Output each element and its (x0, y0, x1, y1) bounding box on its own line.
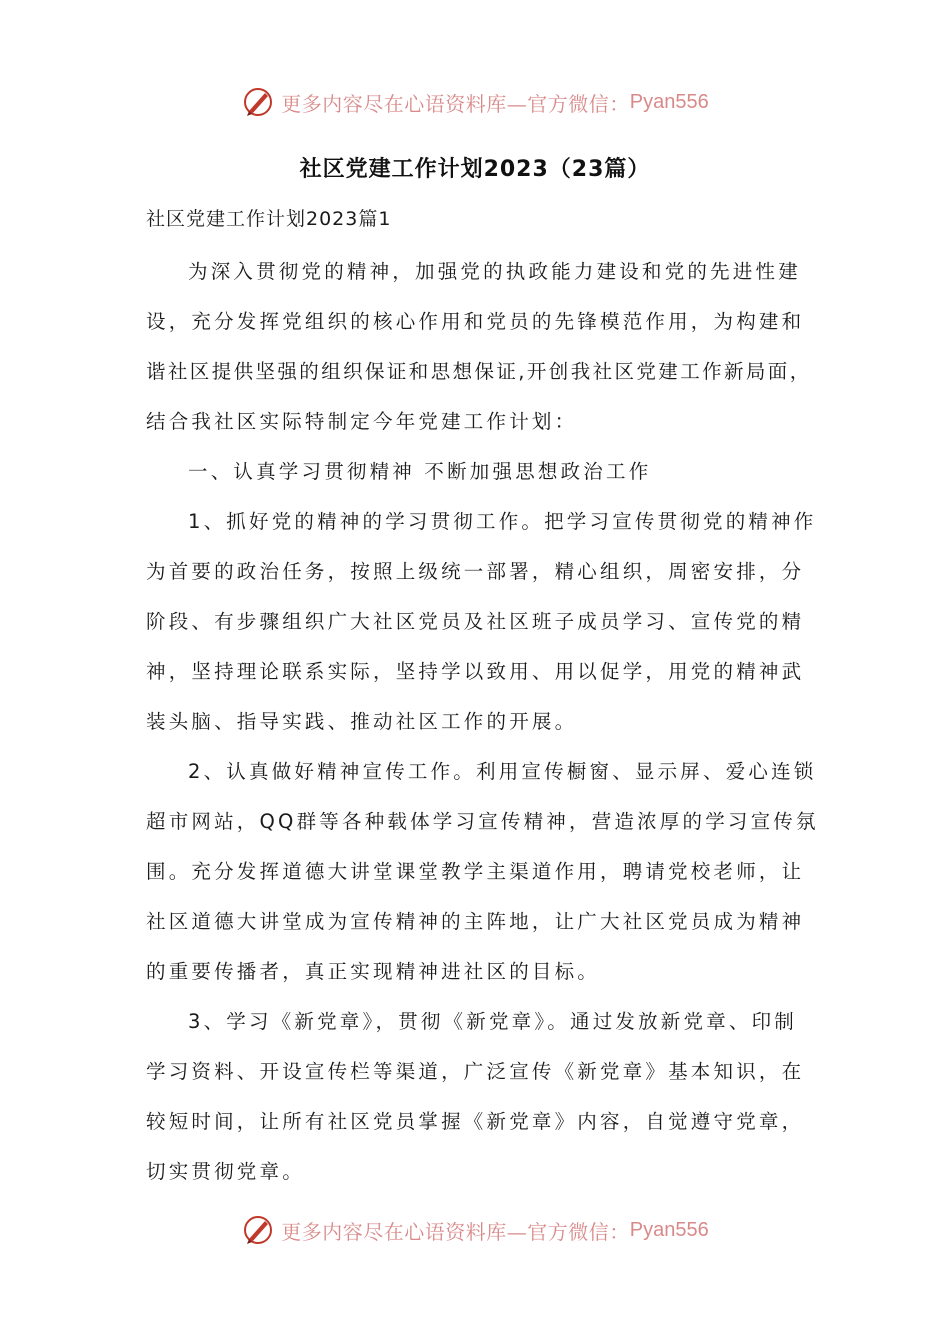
paragraph-line: 围。充分发挥道德大讲堂课堂教学主渠道作用，聘请党校老师，让 (146, 860, 805, 883)
footer-watermark-banner (0, 1210, 950, 1250)
paragraph-line: 1、抓好党的精神的学习贯彻工作。把学习宣传贯彻党的精神作 (188, 510, 817, 533)
paragraph-line: 为首要的政治任务，按照上级统一部署，精心组织，周密安排，分 (146, 560, 805, 583)
header-watermark-banner (0, 82, 950, 122)
paragraph-line: 学习资料、开设宣传栏等渠道，广泛宣传《新党章》基本知识，在 (146, 1060, 805, 1083)
document-title: 社区党建工作计划2023（23篇） (299, 157, 651, 182)
paragraph-line: 装头脑、指导实践、推动社区工作的开展。 (146, 710, 578, 733)
watermark-wechat-id: Pyan556 (629, 1218, 709, 1241)
pen-logo-icon (241, 1213, 275, 1247)
paragraph-line: 神，坚持理论联系实际，坚持学以致用、用以促学，用党的精神武 (146, 660, 805, 683)
paragraph-line: 2、认真做好精神宣传工作。利用宣传橱窗、显示屏、爱心连锁 (188, 760, 817, 783)
paragraph-line: 的重要传播者，真正实现精神进社区的目标。 (146, 960, 601, 983)
paragraph-line: 为深入贯彻党的精神，加强党的执政能力建设和党的先进性建 (188, 260, 801, 283)
watermark-text: 更多内容尽在心语资料库—官方微信： (281, 91, 630, 116)
paragraph-line: 社区道德大讲堂成为宣传精神的主阵地，让广大社区党员成为精神 (146, 910, 805, 933)
paragraph-line: 超市网站，QQ群等各种载体学习宣传精神，营造浓厚的学习宣传氛 (146, 810, 819, 833)
paragraph-line: 切实贯彻党章。 (146, 1160, 305, 1183)
pen-logo-icon (241, 85, 275, 119)
paragraph-line: 较短时间，让所有社区党员掌握《新党章》内容，自觉遵守党章， (146, 1110, 805, 1133)
paragraph-line: 结合我社区实际特制定今年党建工作计划： (146, 410, 578, 433)
paragraph-line: 设，充分发挥党组织的核心作用和党员的先锋模范作用，为构建和 (146, 310, 805, 333)
section-heading: 社区党建工作计划2023篇1 (146, 208, 392, 230)
paragraph-line: 阶段、有步骤组织广大社区党员及社区班子成员学习、宣传党的精 (146, 610, 805, 633)
paragraph-line: 谐社区提供坚强的组织保证和思想保证,开创我社区党建工作新局面， (146, 360, 812, 383)
watermark-wechat-id: Pyan556 (629, 90, 709, 113)
watermark-text: 更多内容尽在心语资料库—官方微信： (281, 1219, 630, 1244)
paragraph-line: 一、认真学习贯彻精神 不断加强思想政治工作 (188, 460, 652, 483)
paragraph-line: 3、学习《新党章》，贯彻《新党章》。通过发放新党章、印制 (188, 1010, 798, 1033)
